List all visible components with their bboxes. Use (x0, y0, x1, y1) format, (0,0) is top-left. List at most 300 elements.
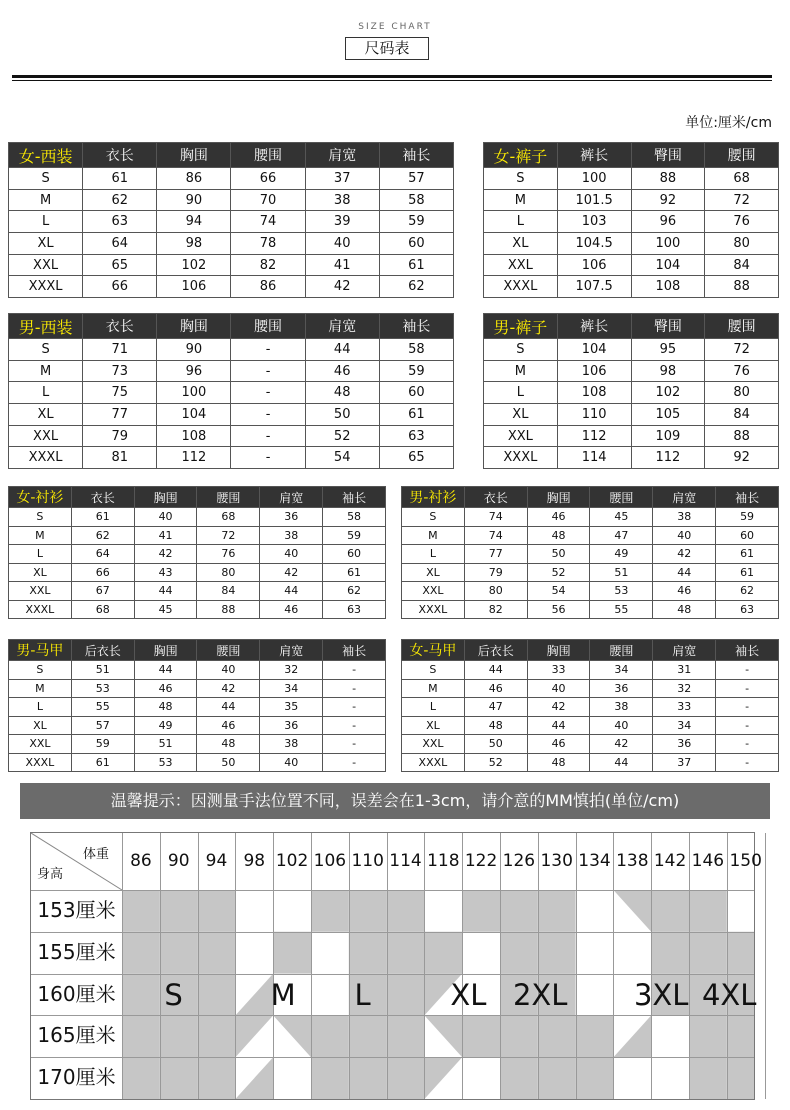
value-cell: 104.5 (557, 233, 631, 255)
table-row (484, 168, 779, 190)
size-cell: S (9, 661, 72, 680)
value-cell: - (716, 698, 779, 717)
value-cell: 104 (157, 404, 231, 426)
grid-fill (387, 890, 425, 932)
table-row (9, 447, 454, 469)
grid-fill (160, 890, 198, 932)
size-cell: XL (9, 716, 72, 735)
grid-fill (349, 932, 387, 974)
value-cell: 51 (134, 735, 197, 754)
value-cell: - (323, 679, 386, 698)
size-cell: M (402, 679, 465, 698)
table-row (484, 425, 779, 447)
value-cell: 40 (527, 679, 590, 698)
value-cell: 104 (557, 339, 631, 361)
value-cell: - (231, 339, 305, 361)
weight-header: 122 (464, 851, 498, 871)
value-cell: 50 (197, 753, 260, 772)
grid-fill (689, 932, 727, 974)
table-row (402, 679, 779, 698)
value-cell: 96 (631, 211, 705, 233)
size-cell: S (9, 339, 83, 361)
value-cell: 61 (71, 753, 134, 772)
table-name: 女-西装 (9, 143, 83, 168)
value-cell: 100 (631, 233, 705, 255)
value-cell: 59 (379, 360, 453, 382)
size-cell: XXXL (9, 447, 83, 469)
table-row (9, 526, 386, 545)
size-cell: XXL (9, 582, 72, 601)
table-row (402, 735, 779, 754)
column-header: 腰围 (705, 143, 779, 168)
size-cell: S (484, 339, 558, 361)
value-cell: - (716, 716, 779, 735)
table-row (9, 716, 386, 735)
height-header: 165厘米 (37, 1023, 116, 1048)
size-cell: M (9, 679, 72, 698)
weight-header: 114 (389, 851, 422, 871)
value-cell: 37 (653, 753, 716, 772)
value-cell: 101.5 (557, 189, 631, 211)
value-cell: 72 (705, 189, 779, 211)
size-cell: XXXL (9, 276, 83, 298)
size-cell: XXXL (402, 753, 465, 772)
size-cell: L (9, 211, 83, 233)
value-cell: 59 (323, 526, 386, 545)
value-cell: 61 (379, 254, 453, 276)
value-cell: 31 (653, 661, 716, 680)
value-cell: 68 (197, 508, 260, 527)
value-cell: 95 (631, 339, 705, 361)
table-row (9, 382, 454, 404)
grid-fill (651, 932, 689, 974)
table-name: 男-马甲 (9, 640, 72, 661)
column-header: 臀围 (631, 314, 705, 339)
grid-fill (273, 1015, 311, 1057)
value-cell: 45 (590, 508, 653, 527)
value-cell: 80 (705, 382, 779, 404)
value-cell: - (231, 382, 305, 404)
table-row (9, 276, 454, 298)
size-table (8, 313, 454, 469)
table-row (402, 753, 779, 772)
value-cell: 66 (71, 563, 134, 582)
value-cell: 107.5 (557, 276, 631, 298)
grid-fill (424, 1015, 462, 1057)
value-cell: 40 (305, 233, 379, 255)
size-chart-subtitle: SIZE CHART (358, 22, 432, 32)
value-cell: 98 (631, 360, 705, 382)
grid-fill (538, 1015, 576, 1057)
value-cell: 84 (197, 582, 260, 601)
size-label: 3XL (633, 977, 689, 1012)
value-cell: 46 (260, 600, 323, 619)
table-row (9, 189, 454, 211)
table-row (9, 545, 386, 564)
value-cell: 86 (231, 276, 305, 298)
value-cell: 42 (653, 545, 716, 564)
grid-fill (160, 932, 198, 974)
value-cell: 55 (71, 698, 134, 717)
column-header: 袖长 (716, 487, 779, 508)
value-cell: 50 (305, 404, 379, 426)
value-cell: 106 (557, 360, 631, 382)
value-cell: 47 (590, 526, 653, 545)
header-divider-thin (12, 80, 772, 81)
value-cell: 63 (716, 600, 779, 619)
column-header: 衣长 (83, 314, 157, 339)
column-header: 袖长 (323, 487, 386, 508)
weight-header: 106 (313, 851, 347, 871)
column-header: 后衣长 (71, 640, 134, 661)
value-cell: 76 (197, 545, 260, 564)
grid-fill (613, 1015, 651, 1057)
value-cell: 92 (705, 447, 779, 469)
value-cell: 40 (590, 716, 653, 735)
value-cell: 52 (527, 563, 590, 582)
column-header: 胸围 (157, 143, 231, 168)
column-header: 衣长 (71, 487, 134, 508)
value-cell: 50 (527, 545, 590, 564)
unit-label: 单位:厘米/cm (685, 115, 772, 131)
value-cell: 32 (260, 661, 323, 680)
value-cell: 51 (71, 661, 134, 680)
value-cell: 46 (464, 679, 527, 698)
weight-axis-label: 体重 (83, 847, 110, 862)
table-name: 男-裤子 (484, 314, 558, 339)
value-cell: 112 (557, 425, 631, 447)
value-cell: 88 (631, 168, 705, 190)
table-row (9, 508, 386, 527)
value-cell: 43 (134, 563, 197, 582)
size-cell: XXL (484, 425, 558, 447)
value-cell: 41 (134, 526, 197, 545)
size-cell: S (402, 661, 465, 680)
size-cell: M (9, 189, 83, 211)
value-cell: 44 (197, 698, 260, 717)
value-cell: 70 (231, 189, 305, 211)
value-cell: 42 (305, 276, 379, 298)
table-row (9, 404, 454, 426)
value-cell: 52 (305, 425, 379, 447)
table-header-row (9, 314, 454, 339)
grid-fill (727, 932, 754, 974)
size-cell: XXL (402, 582, 465, 601)
value-cell: 66 (231, 168, 305, 190)
table-row (402, 661, 779, 680)
value-cell: 75 (83, 382, 157, 404)
column-header: 肩宽 (653, 640, 716, 661)
size-table (401, 486, 779, 619)
size-cell: L (484, 382, 558, 404)
table-row (484, 233, 779, 255)
grid-fill (424, 932, 462, 974)
value-cell: 59 (71, 735, 134, 754)
size-cell: L (402, 698, 465, 717)
table-row (402, 698, 779, 717)
grid-fill (198, 1057, 236, 1099)
table-header-row (484, 143, 779, 168)
value-cell: 36 (653, 735, 716, 754)
value-cell: 40 (134, 508, 197, 527)
size-cell: XL (9, 233, 83, 255)
size-cell: XXL (484, 254, 558, 276)
grid-hline (31, 1015, 754, 1016)
grid-fill (122, 890, 160, 932)
grid-hline (31, 932, 754, 933)
height-header: 153厘米 (37, 898, 116, 922)
value-cell: 48 (464, 716, 527, 735)
grid-fill (198, 890, 236, 932)
value-cell: 53 (590, 582, 653, 601)
grid-fill (727, 1057, 754, 1099)
value-cell: 44 (527, 716, 590, 735)
value-cell: 46 (197, 716, 260, 735)
value-cell: 37 (305, 168, 379, 190)
table-row (9, 254, 454, 276)
weight-header: 86 (130, 851, 152, 871)
weight-header: 94 (205, 851, 228, 871)
value-cell: 114 (557, 447, 631, 469)
value-cell: 36 (260, 716, 323, 735)
grid-fill (387, 932, 425, 974)
value-cell: 60 (379, 382, 453, 404)
column-header: 衣长 (464, 487, 527, 508)
value-cell: 98 (157, 233, 231, 255)
size-cell: L (402, 545, 465, 564)
value-cell: 38 (260, 526, 323, 545)
value-cell: 38 (653, 508, 716, 527)
grid-fill (198, 932, 236, 974)
value-cell: 54 (527, 582, 590, 601)
table-row (402, 526, 779, 545)
value-cell: 96 (157, 360, 231, 382)
table-row (484, 189, 779, 211)
value-cell: 74 (231, 211, 305, 233)
table-row (484, 382, 779, 404)
value-cell: 74 (464, 508, 527, 527)
grid-fill (538, 890, 576, 932)
column-header: 裤长 (557, 143, 631, 168)
value-cell: 80 (705, 233, 779, 255)
value-cell: 34 (260, 679, 323, 698)
value-cell: 56 (527, 600, 590, 619)
value-cell: 40 (260, 545, 323, 564)
size-cell: L (9, 698, 72, 717)
table-row (402, 716, 779, 735)
value-cell: 62 (323, 582, 386, 601)
column-header: 袖长 (379, 143, 453, 168)
value-cell: 90 (157, 189, 231, 211)
size-cell: XXXL (484, 447, 558, 469)
value-cell: 104 (631, 254, 705, 276)
weight-header: 126 (502, 851, 536, 871)
value-cell: 42 (527, 698, 590, 717)
value-cell: 42 (197, 679, 260, 698)
table-row (484, 254, 779, 276)
value-cell: - (716, 679, 779, 698)
grid-fill (235, 1057, 273, 1099)
value-cell: 82 (464, 600, 527, 619)
table-row (9, 211, 454, 233)
value-cell: 38 (590, 698, 653, 717)
value-cell: 66 (83, 276, 157, 298)
value-cell: 58 (379, 189, 453, 211)
column-header: 袖长 (379, 314, 453, 339)
value-cell: 42 (260, 563, 323, 582)
value-cell: 81 (83, 447, 157, 469)
value-cell: 80 (197, 563, 260, 582)
value-cell: 63 (379, 425, 453, 447)
value-cell: 34 (590, 661, 653, 680)
weight-header: 110 (351, 851, 384, 871)
table-row (9, 600, 386, 619)
value-cell: 100 (157, 382, 231, 404)
column-header: 腰围 (197, 640, 260, 661)
value-cell: 40 (653, 526, 716, 545)
value-cell: 64 (83, 233, 157, 255)
value-cell: 62 (379, 276, 453, 298)
size-cell: XXL (9, 425, 83, 447)
grid-fill (462, 1015, 500, 1057)
size-cell: XXXL (484, 276, 558, 298)
value-cell: - (231, 404, 305, 426)
grid-fill (576, 1015, 614, 1057)
value-cell: 54 (305, 447, 379, 469)
size-cell: S (9, 508, 72, 527)
table-name: 男-西装 (9, 314, 83, 339)
value-cell: 65 (83, 254, 157, 276)
value-cell: 103 (557, 211, 631, 233)
table-name: 男-衬衫 (402, 487, 465, 508)
value-cell: 63 (83, 211, 157, 233)
column-header: 臀围 (631, 143, 705, 168)
table-row (402, 563, 779, 582)
grid-fill (160, 1057, 198, 1099)
value-cell: 59 (716, 508, 779, 527)
value-cell: 59 (379, 211, 453, 233)
table-row (9, 425, 454, 447)
value-cell: 68 (705, 168, 779, 190)
value-cell: 108 (157, 425, 231, 447)
table-header-row (484, 314, 779, 339)
value-cell: 71 (83, 339, 157, 361)
value-cell: 52 (464, 753, 527, 772)
value-cell: 46 (653, 582, 716, 601)
column-header: 腰围 (590, 487, 653, 508)
grid-hline (31, 890, 754, 891)
size-cell: XXL (9, 735, 72, 754)
grid-fill (349, 1015, 387, 1057)
measurement-notice: 温馨提示：因测量手法位置不同，误差会在1-3cm，请介意的MM慎拍(单位/cm) (20, 783, 770, 819)
size-table (8, 142, 454, 298)
value-cell: 68 (71, 600, 134, 619)
grid-fill (349, 890, 387, 932)
value-cell: 88 (705, 425, 779, 447)
value-cell: 40 (197, 661, 260, 680)
value-cell: 109 (631, 425, 705, 447)
value-cell: 46 (527, 735, 590, 754)
height-header: 170厘米 (37, 1065, 116, 1090)
value-cell: 47 (464, 698, 527, 717)
value-cell: 88 (197, 600, 260, 619)
value-cell: 48 (653, 600, 716, 619)
value-cell: 48 (527, 753, 590, 772)
value-cell: 100 (557, 168, 631, 190)
column-header: 胸围 (134, 640, 197, 661)
value-cell: - (323, 661, 386, 680)
value-cell: 33 (653, 698, 716, 717)
value-cell: - (323, 753, 386, 772)
value-cell: 112 (631, 447, 705, 469)
table-row (402, 545, 779, 564)
value-cell: 108 (557, 382, 631, 404)
table-row (9, 360, 454, 382)
value-cell: 102 (157, 254, 231, 276)
size-cell: L (9, 545, 72, 564)
value-cell: 80 (464, 582, 527, 601)
size-cell: XXXL (402, 600, 465, 619)
value-cell: 61 (323, 563, 386, 582)
table-row (484, 447, 779, 469)
weight-header: 102 (275, 851, 309, 871)
value-cell: 84 (705, 404, 779, 426)
grid-fill (311, 1057, 349, 1099)
table-row (9, 661, 386, 680)
value-cell: 57 (379, 168, 453, 190)
value-cell: 60 (716, 526, 779, 545)
value-cell: 49 (134, 716, 197, 735)
size-cell: XXXL (9, 600, 72, 619)
weight-header: 150 (729, 851, 762, 871)
size-cell: S (402, 508, 465, 527)
table-header-row (9, 640, 386, 661)
table-row (9, 233, 454, 255)
table-row (9, 339, 454, 361)
value-cell: 77 (83, 404, 157, 426)
column-header: 腰围 (197, 487, 260, 508)
value-cell: 42 (134, 545, 197, 564)
column-header: 腰围 (231, 143, 305, 168)
grid-fill (387, 1057, 425, 1099)
value-cell: 34 (653, 716, 716, 735)
value-cell: 58 (379, 339, 453, 361)
size-cell: M (484, 360, 558, 382)
table-row (484, 360, 779, 382)
size-cell: XXL (9, 254, 83, 276)
value-cell: 39 (305, 211, 379, 233)
column-header: 肩宽 (305, 143, 379, 168)
table-header-row (9, 487, 386, 508)
value-cell: 40 (260, 753, 323, 772)
value-cell: - (323, 698, 386, 717)
value-cell: 44 (653, 563, 716, 582)
value-cell: 92 (631, 189, 705, 211)
table-row (9, 679, 386, 698)
table-row (402, 600, 779, 619)
size-cell: S (484, 168, 558, 190)
value-cell: 108 (631, 276, 705, 298)
weight-header: 134 (578, 851, 611, 871)
value-cell: 41 (305, 254, 379, 276)
height-axis-label: 身高 (37, 867, 64, 882)
column-header: 衣长 (83, 143, 157, 168)
size-cell: XL (484, 233, 558, 255)
table-name: 女-裤子 (484, 143, 558, 168)
value-cell: - (716, 753, 779, 772)
column-header: 后衣长 (464, 640, 527, 661)
value-cell: 62 (83, 189, 157, 211)
